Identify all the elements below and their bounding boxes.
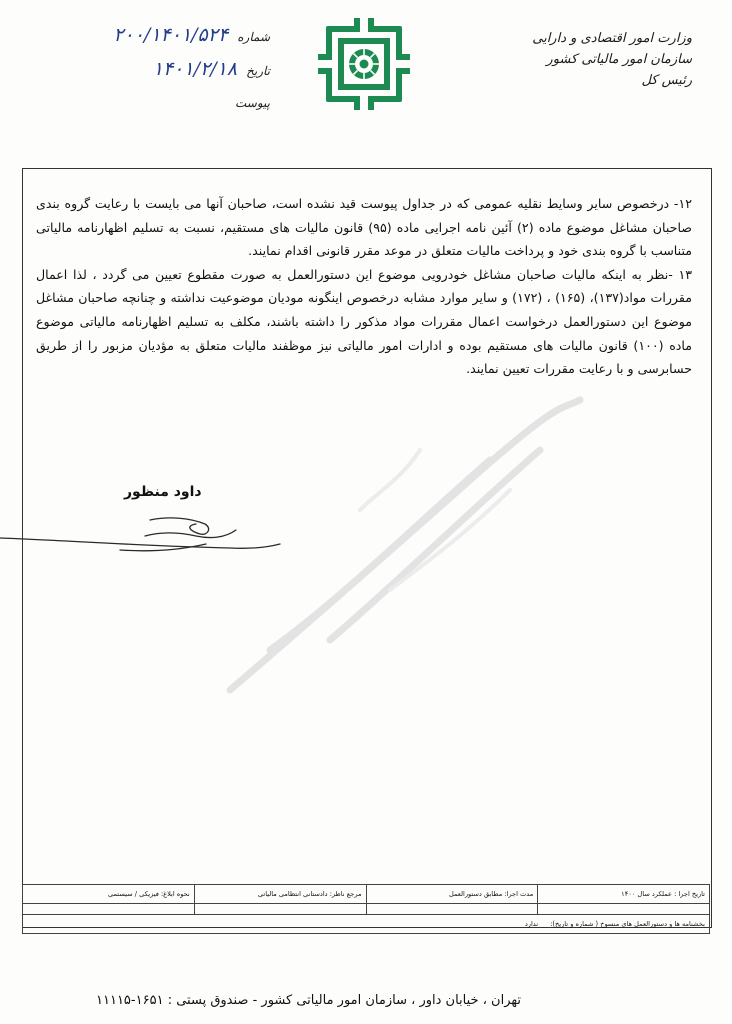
obsolete-directives-cell xyxy=(23,915,710,934)
empty-cell xyxy=(23,904,195,915)
letter-body xyxy=(36,192,692,381)
notification-method-cell: نحوه ابلاغ: فیزیکی / سیستمی xyxy=(23,885,195,904)
empty-cell xyxy=(366,904,538,915)
obsolete-directives-value: ندارد xyxy=(524,920,539,928)
letter-number-row xyxy=(113,24,270,46)
letter-metadata xyxy=(30,20,270,120)
tax-organization-logo xyxy=(318,18,410,110)
organization-name: سازمان امور مالیاتی کشور xyxy=(546,52,692,67)
supervisory-authority-cell: مرجع ناظر: دادستانی انتظامی مالیاتی xyxy=(194,885,366,904)
date-label: تاریخ xyxy=(246,64,270,78)
directive-info-table xyxy=(22,884,710,934)
postal-address: تهران ، خیابان داور ، سازمان امور مالیاتی کشور - صندوق پستی : ۱۶۵۱-۱۱۱۱۵ xyxy=(96,993,521,1008)
execution-date-cell: تاریخ اجرا : عملکرد سال ۱۴۰۰ xyxy=(538,885,710,904)
attachment-row xyxy=(235,92,270,111)
execution-period-cell: مدت اجرا: مطابق دستورالعمل xyxy=(366,885,538,904)
attachment-label: پیوست xyxy=(235,96,270,110)
table-row xyxy=(23,915,710,934)
date-value: ۱۴۰۱/۲/۱۸ xyxy=(152,58,238,80)
letter-date-row xyxy=(153,58,270,80)
table-row xyxy=(23,904,710,915)
empty-cell xyxy=(538,904,710,915)
empty-cell xyxy=(194,904,366,915)
ministry-name: وزارت امور اقتصادی و دارایی xyxy=(532,31,692,46)
signer-name: داود منظور xyxy=(124,484,202,500)
office-title: رئیس کل xyxy=(641,73,692,88)
number-value: ۲۰۰/۱۴۰۱/۵۲۴ xyxy=(113,24,229,46)
handwritten-signature xyxy=(0,498,290,568)
obsolete-directives-label: بخشنامه ها و دستورالعمل های منسوخ ( شماره و تاریخ): xyxy=(550,920,705,928)
number-label: شماره xyxy=(237,30,270,44)
organization-header xyxy=(492,28,692,91)
table-row xyxy=(23,885,710,904)
paragraph-12: ۱۲- درخصوص سایر وسایط نقلیه عمومی که در جداول پیوست قید نشده است، صاحبان آنها می بایست با رعایت گروه بندی صاحبان مشاغل موضوع ماده (۲) آئین نامه اجرایی ماده (۹۵) قانون مالیات های مستقیم، نسبت به تسلیم اظهارنامه مالیاتی متناسب با گروه بندی خود و پرداخت مالیات متعلق در موعد مقرر قانونی اقدام نمایند. xyxy=(36,196,692,259)
paragraph-13: ۱۳ -نظر به اینکه مالیات صاحبان مشاغل خودرویی موضوع این دستورالعمل به صورت مقطوع تعیین می گردد ، لذا اعمال مقررات مواد(۱۳۷)، (۱۶۵) ، (۱۷۲) و سایر موارد مشابه درخصوص اینگونه مودیان موضوعیت نداشته و چنانچه صاحبان مشاغل موضوع این دستورالعمل درخواست اعمال مقررات مواد مذکور را داشته باشند، مکلف به تسلیم اظهارنامه مالیاتی موضوع ماده (۱۰۰) قانون مالیات های مستقیم بوده و ادارات امور مالیاتی نیز موظفند مالیات متعلق به مؤدیان مزبور را از طریق حسابرسی و با رعایت مقررات تعیین نمایند. xyxy=(36,266,692,377)
